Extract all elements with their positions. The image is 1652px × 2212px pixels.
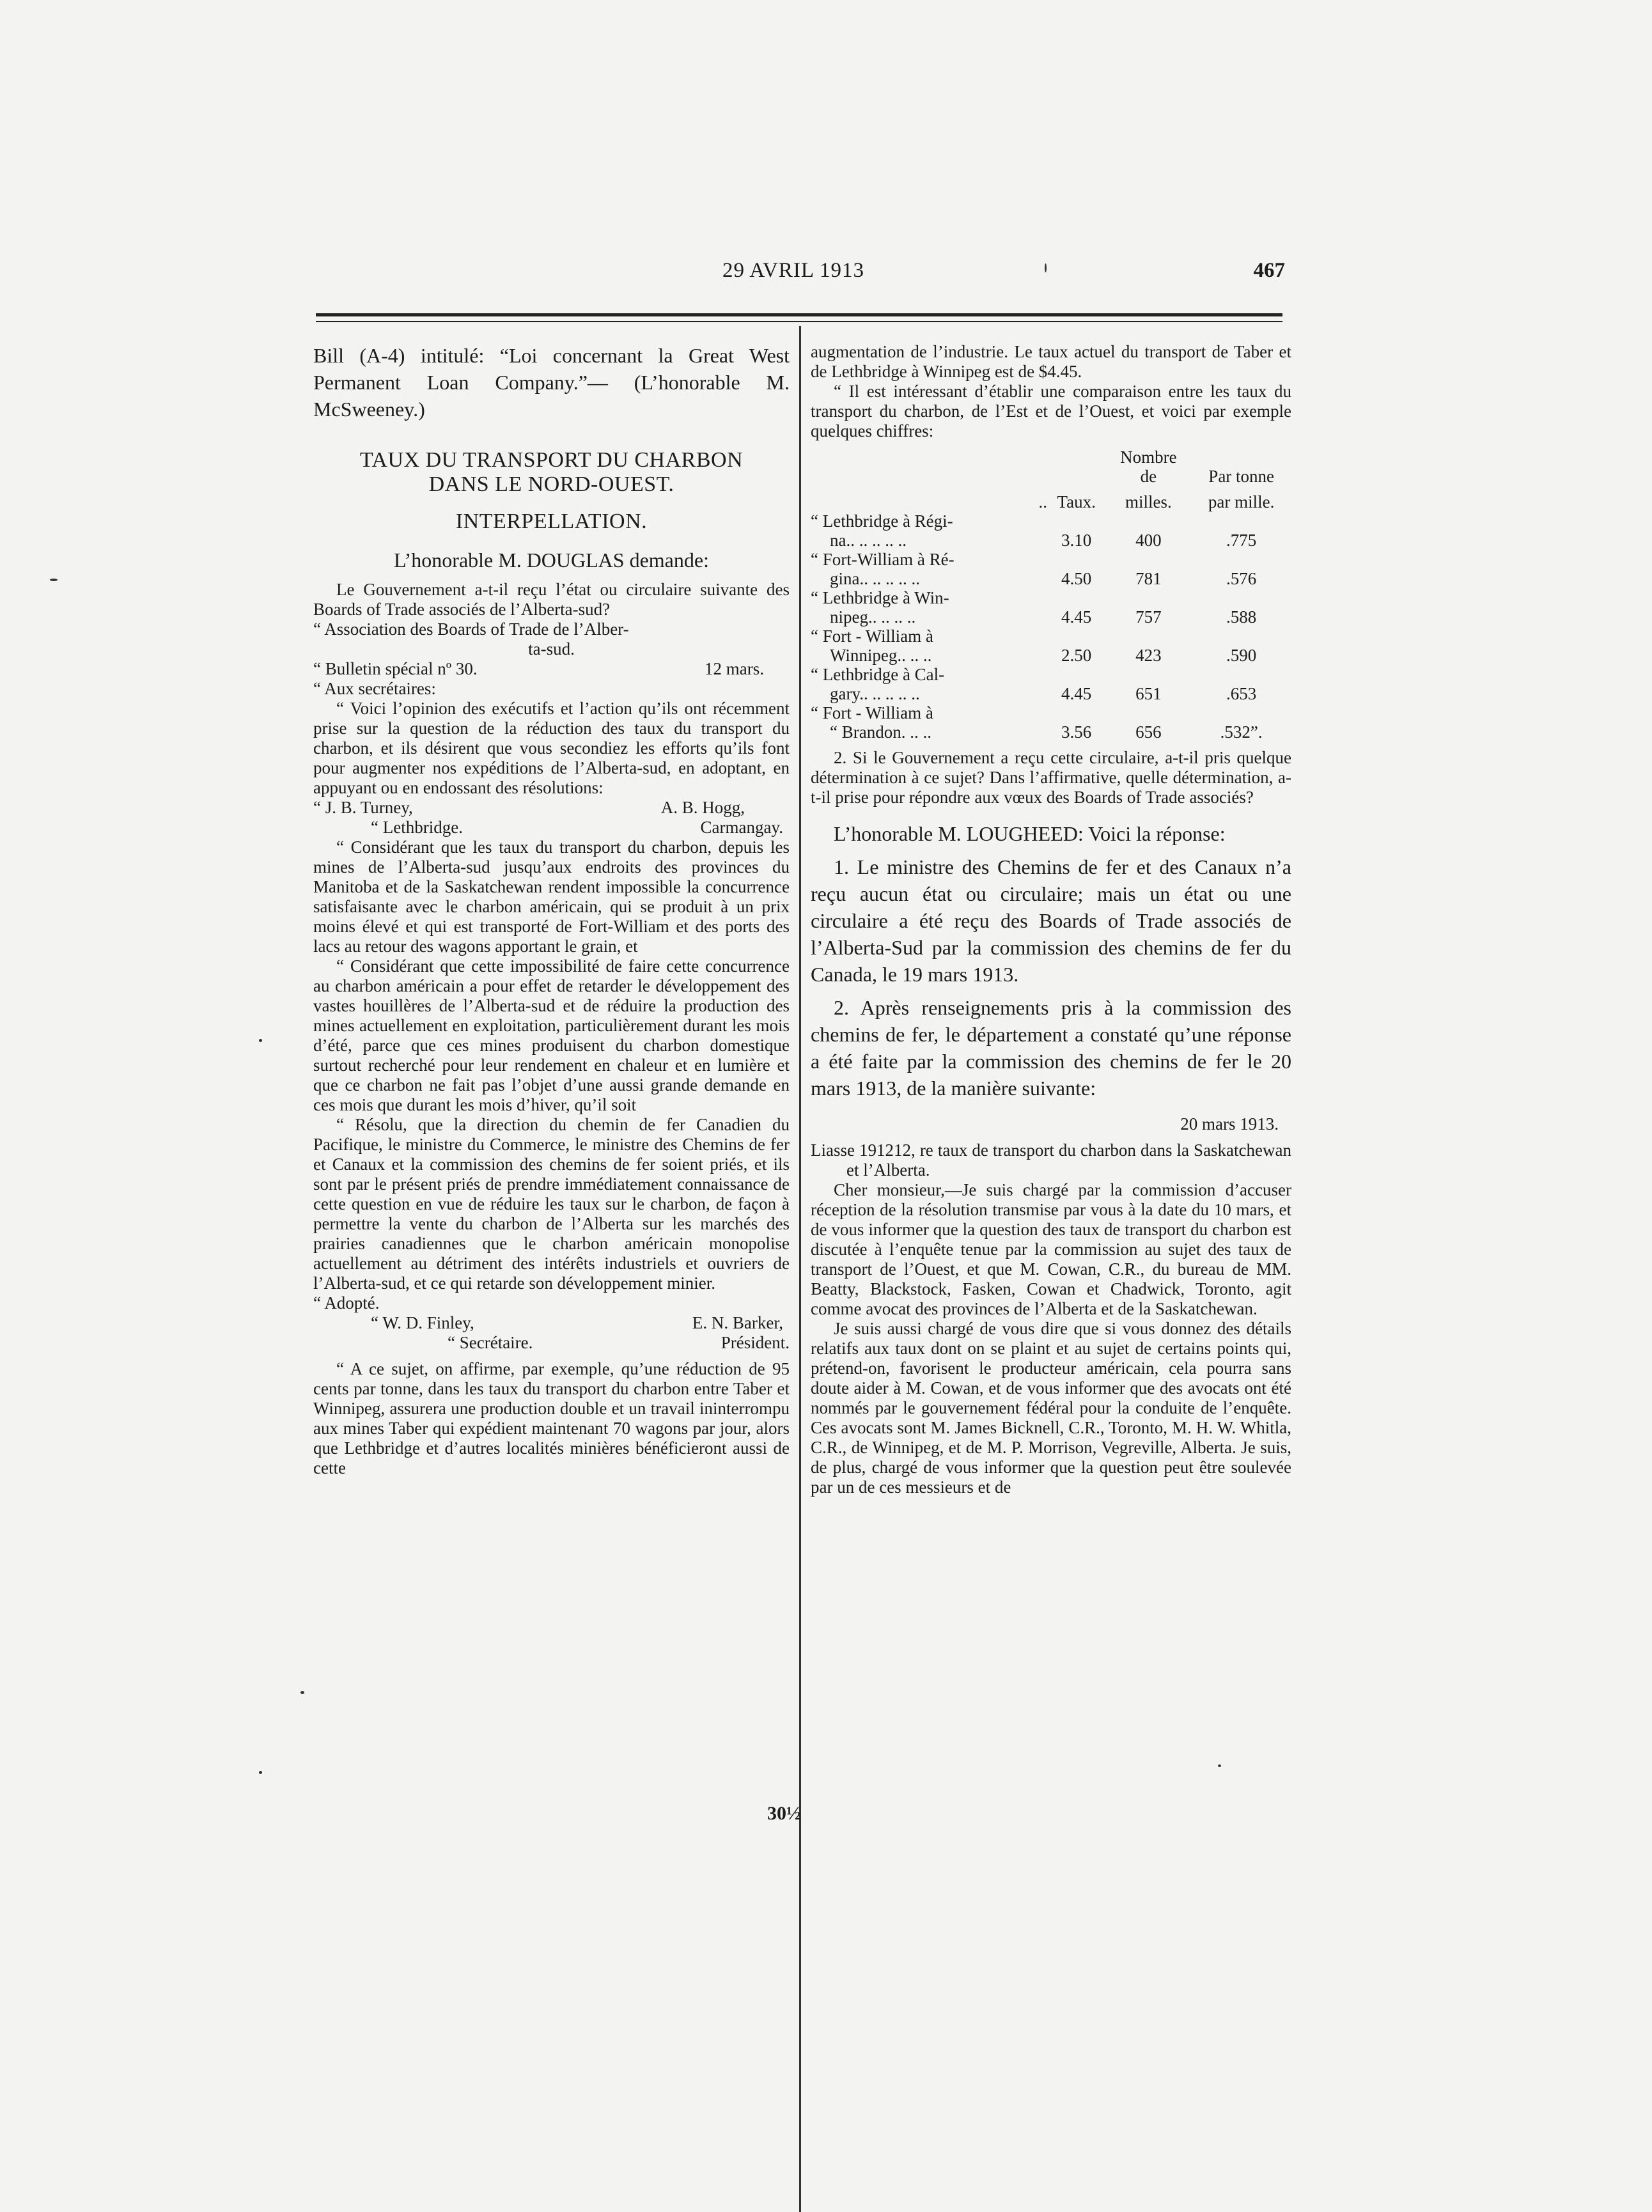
voici-paragraph: “ Voici l’opinion des exécutifs et l’action qu’ils ont récemment prise sur la question de la réduction des taux du transport du charbon, et ils désirent que vous secondiez les efforts qu’ils font pour augmenter nos expéditions de l’Alberta-sud, en adoptant, en appuyant ou en endossant des résolutions: [313, 699, 790, 797]
scan-speck [259, 1039, 262, 1042]
continuation-paragraph: augmentation de l’industrie. Le taux actuel du transport de Taber et de Lethbridge à Winnipeg est de $4.45. [811, 342, 1291, 381]
col-head-par-tonne: Par tonne [1208, 467, 1275, 486]
col-head-nombre: Nombre [1120, 448, 1177, 467]
route-line-1: “ Lethbridge à Régi- [811, 511, 953, 531]
rate-row [811, 627, 1291, 646]
col-head-milles: milles. [1125, 492, 1172, 511]
rates-table [811, 448, 1291, 742]
header-rule-thin [316, 321, 1282, 322]
rate-row-values [811, 569, 1291, 588]
col-head-taux: Taux. [1057, 492, 1096, 511]
route-line-2: na.. .. .. .. .. [830, 531, 907, 550]
left-column [313, 342, 790, 1478]
column-divider [799, 326, 801, 2212]
route-line-1: “ Lethbridge à Cal- [811, 665, 945, 684]
comparison-intro: “ Il est intéressant d’établir une comparaison entre les taux du transport du charbon, de l’Est et de l’Ouest, et voici par exemple quelques chiffres: [811, 382, 1291, 440]
bulletin-date: 12 mars. [705, 659, 764, 678]
route-line-2: gary.. .. .. .. .. [830, 684, 920, 703]
rate-taux: 2.50 [1061, 646, 1092, 665]
rate-row-values [811, 684, 1291, 703]
sig-hogg: A. B. Hogg, [660, 798, 745, 817]
rate-taux: 4.50 [1061, 569, 1092, 588]
rates-table-body [811, 511, 1291, 742]
route-line-2: “ Brandon. .. .. [830, 722, 931, 742]
col-head-par-mille: par mille. [1208, 492, 1275, 511]
resolu-paragraph: “ Résolu, que la direction du chemin de fer Canadien du Pacifique, le ministre du Commerce, le ministre des Chemins de fer et Canaux et la commission des chemins de fer soient priés, et ils sont par le présent priés de prendre immédiatement connaissance de cette question en vue de réduire les taux sur le charbon, de façon à permettre la vente du charbon de l’Alberta sur les marchés des prairies canadiennes que le charbon américain monopolise actuellement au détriment des intérêts industriels et ouvriers de l’Alberta-sud, et ce qui retarde son développement minier. [313, 1115, 790, 1293]
route-line-1: “ Fort - William à [811, 627, 933, 646]
rate-row-values [811, 646, 1291, 665]
rate-row [811, 588, 1291, 607]
rate-row-values [811, 722, 1291, 742]
rate-taux: 4.45 [1061, 684, 1092, 703]
route-line-1: “ Fort-William à Ré- [811, 550, 955, 569]
rate-milles: 781 [1135, 569, 1162, 588]
adopte-line: “ Adopté. [313, 1293, 380, 1312]
rate-taux: 3.56 [1061, 722, 1092, 742]
signature-block-3 [313, 1313, 790, 1333]
rate-row [811, 550, 1291, 569]
right-column [811, 342, 1291, 1497]
association-line: “ Association des Boards of Trade de l’Alber- [313, 619, 629, 639]
bill-paragraph: Bill (A-4) intitulé: “Loi concernant la Great West Permanent Loan Company.”— (L’honorable M. McSweeney.) [313, 344, 790, 421]
a-ce-sujet-paragraph: “ A ce sujet, on affirme, par exemple, qu’une réduction de 95 cents par tonne, dans les taux du transport du charbon entre Taber et Winnipeg, assurera une production double et un travail ininterrompu aux mines Taber qui expédient maintenant 70 wagons par jour, alors que Lethbridge et d’autres localités minières bénéficieront aussi de cette [313, 1359, 790, 1477]
header-rule-thick [316, 313, 1282, 316]
sig-secretaire: “ Secrétaire. [448, 1333, 533, 1352]
rate-milles: 423 [1135, 646, 1162, 665]
sig-barker: E. N. Barker, [692, 1313, 783, 1332]
rate-par-mille: .775 [1226, 531, 1257, 550]
rate-par-mille: .576 [1226, 569, 1257, 588]
rate-par-mille: .590 [1226, 646, 1257, 665]
bulletin-line [313, 659, 790, 679]
rate-row-values [811, 531, 1291, 550]
route-line-2: nipeg.. .. .. .. [830, 607, 916, 627]
aussi-paragraph: Je suis aussi chargé de vous dire que si vous donnez des détails relatifs aux taux dont on se plaint et au sujet de certains points qui, prétend-on, favorisent le producteur américain, cela pourra sans doute aider à M. Cowan, et de vous informer que des avocats ont été nommés par le gouvernement fédéral pour la conduite de l’enquête. Ces avocats sont M. James Bicknell, C.R., Toronto, M. H. W. Whitla, C.R., de Winnipeg, et de M. P. Morrison, Vegreville, Alberta. Je suis, de plus, chargé de vous informer que la question peut être soulevée par un de ces messieurs et de [811, 1319, 1291, 1497]
signature-block-1 [313, 798, 790, 818]
rate-milles: 757 [1135, 607, 1162, 627]
signature-block-2 [313, 818, 790, 837]
letter-date: 20 mars 1913. [1180, 1114, 1279, 1133]
section-heading-1: TAUX DU TRANSPORT DU CHARBON [359, 448, 744, 472]
col-head-dots: .. [1038, 492, 1047, 511]
sig-turney: “ J. B. Turney, [313, 798, 413, 817]
rate-milles: 400 [1135, 531, 1162, 550]
route-line-2: Winnipeg.. .. .. [830, 646, 932, 665]
sig-finley: “ W. D. Finley, [371, 1313, 474, 1332]
scan-speck [50, 579, 58, 581]
association-line-2: ta-sud. [528, 639, 575, 658]
question-1: Le Gouvernement a-t-il reçu l’état ou circulaire suivante des Boards of Trade associés de l’Alberta-sud? [313, 580, 790, 619]
route-line-2: gina.. .. .. .. .. [830, 569, 920, 588]
liasse-line: Liasse 191212, re taux de transport du charbon dans la Saskatchewan et l’Alberta. [811, 1141, 1291, 1180]
rate-par-mille: .532”. [1220, 722, 1263, 742]
page-header [313, 259, 1285, 291]
answer-2: 2. Après renseignements pris à la commission des chemins de fer, le département a constaté qu’une réponse a été faite par la commission des chemins de fer le 20 mars 1913, de la manière suivante: [811, 996, 1291, 1100]
sig-lethbridge: “ Lethbridge. [371, 818, 463, 837]
signature-mark: 30½ [767, 1803, 801, 1824]
answer-1: 1. Le ministre des Chemins de fer et des Canaux n’a reçu aucun état ou circulaire; mais un état ou une circulaire a été reçu des Boards of Trade associés de l’Alberta-Sud par la commission des chemins de fer du Canada, le 19 mars 1913. [811, 855, 1291, 986]
page-number: 467 [1253, 259, 1285, 282]
considerant-1: “ Considérant que les taux du transport du charbon, depuis les mines de l’Alberta-sud jusqu’aux endroits des provinces du Manitoba et de la Saskatchewan rendent impossible la concurrence satisfaisante avec le charbon américain, qui se produit à un prix moins élevé et qui est transporté de Fort-William et des ports des lacs au retour des wagons apportant le grain, et [313, 837, 790, 956]
rate-par-mille: .588 [1226, 607, 1257, 627]
bulletin-title: “ Bulletin spécial nº 30. [313, 659, 478, 678]
rate-par-mille: .653 [1226, 684, 1257, 703]
cher-monsieur-paragraph: Cher monsieur,—Je suis chargé par la commission d’accuser réception de la résolution transmise par vous à la date du 10 mars, et de vous informer que la question des taux de transport du charbon est discutée à l’enquête tenue par la commission au sujet des taux de transport de l’Ouest, et que M. Cowan, C.R., du bureau de MM. Beatty, Blackstock, Fasken, Cowan et Chadwick, Toronto, agit comme avocat des provinces de l’Alberta et de la Saskatchewan. [811, 1180, 1291, 1318]
question-2: 2. Si le Gouvernement a reçu cette circulaire, a-t-il pris quelque détermination à ce sujet? Dans l’affirmative, quelle détermination, a-t-il prise pour répondre aux vœux des Boards of Trade associés? [811, 748, 1291, 807]
rate-row [811, 511, 1291, 531]
douglas-asks: L’honorable M. DOUGLAS demande: [394, 549, 709, 572]
aux-secretaires: “ Aux secrétaires: [313, 679, 436, 698]
rate-taux: 3.10 [1061, 531, 1092, 550]
rate-milles: 651 [1135, 684, 1162, 703]
section-heading-2: DANS LE NORD-OUEST. [428, 472, 674, 496]
signature-block-4 [313, 1333, 790, 1353]
rate-row [811, 665, 1291, 684]
rate-milles: 656 [1135, 722, 1162, 742]
route-line-1: “ Lethbridge à Win- [811, 588, 949, 607]
sig-president: Président. [721, 1333, 790, 1352]
scan-speck [1218, 1764, 1221, 1767]
header-date: 29 AVRIL 1913 [722, 259, 865, 282]
scan-speck [1045, 263, 1047, 272]
rate-row [811, 703, 1291, 722]
scan-speck [300, 1691, 304, 1694]
considerant-2: “ Considérant que cette impossibilité de faire cette concurrence au charbon américain a pour effet de retarder le développement des vastes houillères de l’Alberta-sud et de réduire la production des mines actuellement en exploitation, particulièrement durant les mois d’été, parce que ces mines produisent du charbon domestique surtout recherché pour leur rendement en chaleur et en lumière et que ce charbon ne fait pas l’objet d’une aussi grande demande en ces mois que durant les mois d’hiver, qu’il soit [313, 956, 790, 1114]
lougheed-reply: L’honorable M. LOUGHEED: Voici la réponse: [834, 822, 1226, 845]
section-subheading: INTERPELLATION. [455, 510, 648, 533]
rate-taux: 4.45 [1061, 607, 1092, 627]
sig-carmangay: Carmangay. [700, 818, 783, 837]
scan-speck [259, 1771, 262, 1774]
rate-row-values [811, 607, 1291, 627]
col-head-de: de [1140, 467, 1157, 486]
route-line-1: “ Fort - William à [811, 703, 933, 722]
